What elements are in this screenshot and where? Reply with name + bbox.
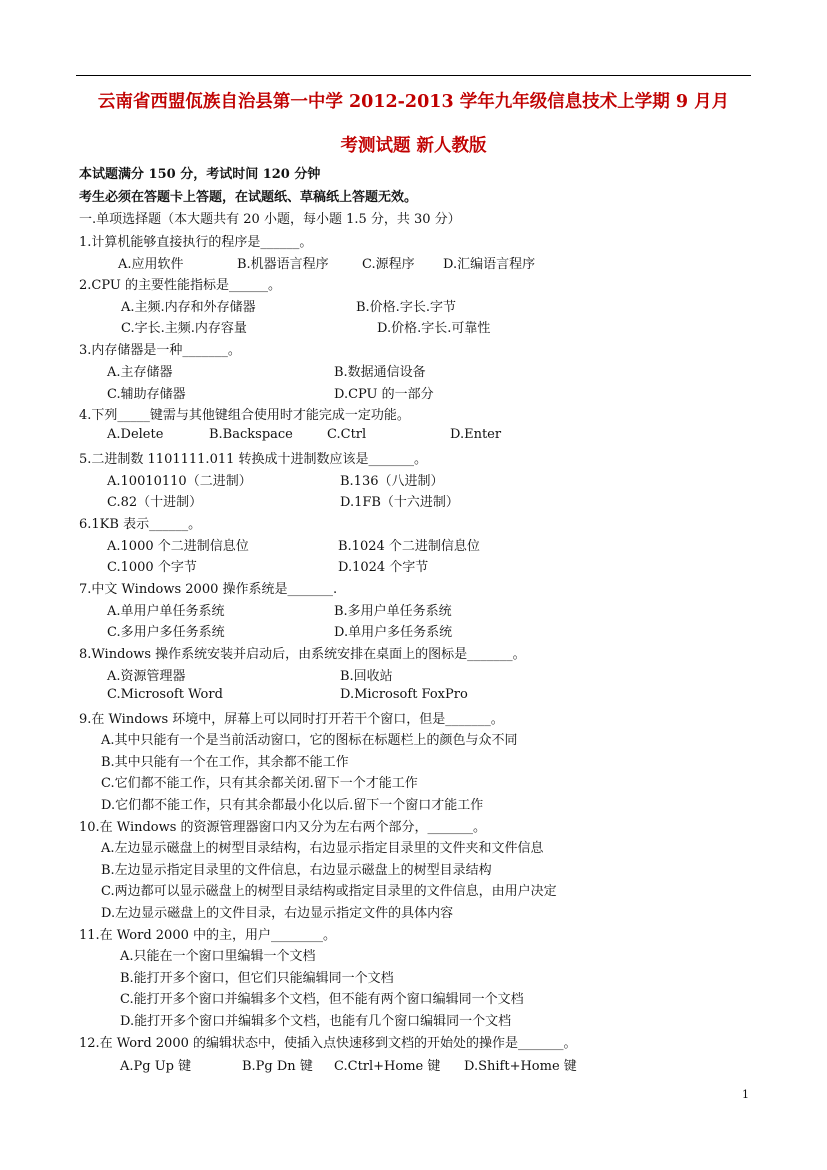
option-11c: C.能打开多个窗口并编辑多个文档，但不能有两个窗口编辑同一个文档 bbox=[120, 992, 524, 1007]
option-1a: A.应用软件 bbox=[118, 257, 184, 272]
section-heading: 一.单项选择题（本大题共有 20 小题，每小题 1.5 分，共 30 分） bbox=[79, 212, 461, 227]
option-7d: D.单用户多任务系统 bbox=[334, 625, 453, 640]
exam-info: 本试题满分 150 分，考试时间 120 分钟 bbox=[79, 167, 321, 182]
option-4a: A.Delete bbox=[107, 427, 164, 442]
option-10d: D.左边显示磁盘上的文件目录，右边显示指定文件的具体内容 bbox=[101, 906, 454, 921]
option-4c: C.Ctrl bbox=[327, 427, 367, 442]
option-2b: B.价格.字长.字节 bbox=[356, 300, 456, 315]
question-6: 6.1KB 表示______。 bbox=[79, 517, 202, 532]
option-8b: B.回收站 bbox=[340, 669, 393, 684]
option-7a: A.单用户单任务系统 bbox=[107, 604, 225, 619]
option-8c: C.Microsoft Word bbox=[107, 687, 223, 702]
question-9: 9.在 Windows 环境中，屏幕上可以同时打开若干个窗口，但是_______。 bbox=[79, 712, 504, 727]
document-title-continued: 考测试题 新人教版 bbox=[340, 136, 487, 156]
option-5c: C.82（十进制） bbox=[107, 495, 203, 510]
question-1: 1.计算机能够直接执行的程序是______。 bbox=[79, 235, 313, 250]
question-8: 8.Windows 操作系统安装并启动后，由系统安排在桌面上的图标是_______。 bbox=[79, 647, 526, 662]
option-11b: B.能打开多个窗口，但它们只能编辑同一个文档 bbox=[120, 971, 394, 986]
option-5a: A.10010110（二进制） bbox=[107, 474, 252, 489]
page-number: 1 bbox=[742, 1088, 749, 1101]
option-2c: C.字长.主频.内存容量 bbox=[121, 321, 247, 336]
option-6b: B.1024 个二进制信息位 bbox=[338, 539, 480, 554]
option-11d: D.能打开多个窗口并编辑多个文档，也能有几个窗口编辑同一个文档 bbox=[120, 1014, 512, 1029]
option-5d: D.1FB（十六进制） bbox=[340, 495, 459, 510]
option-2a: A.主频.内存和外存储器 bbox=[121, 300, 256, 315]
question-2: 2.CPU 的主要性能指标是______。 bbox=[79, 278, 281, 293]
option-10a: A.左边显示磁盘上的树型目录结构，右边显示指定目录里的文件夹和文件信息 bbox=[101, 841, 544, 856]
option-1b: B.机器语言程序 bbox=[237, 257, 329, 272]
option-10b: B.左边显示指定目录里的文件信息，右边显示磁盘上的树型目录结构 bbox=[101, 863, 492, 878]
option-12c: C.Ctrl+Home 键 bbox=[334, 1059, 441, 1074]
question-11: 11.在 Word 2000 中的主，用户________。 bbox=[79, 928, 336, 943]
option-9b: B.其中只能有一个在工作，其余都不能工作 bbox=[101, 755, 349, 770]
option-4d: D.Enter bbox=[450, 427, 502, 442]
option-3d: D.CPU 的一部分 bbox=[334, 387, 434, 402]
option-8a: A.资源管理器 bbox=[107, 669, 186, 684]
option-3b: B.数据通信设备 bbox=[334, 365, 426, 380]
option-1d: D.汇编语言程序 bbox=[443, 257, 536, 272]
question-10: 10.在 Windows 的资源管理器窗口内又分为左右两个部分，_______。 bbox=[79, 820, 487, 835]
option-6d: D.1024 个字节 bbox=[338, 560, 429, 575]
option-9a: A.其中只能有一个是当前活动窗口，它的图标在标题栏上的颜色与众不同 bbox=[101, 733, 518, 748]
document-title: 云南省西盟佤族自治县第一中学 2012-2013 学年九年级信息技术上学期 9 月月 bbox=[97, 92, 730, 112]
option-9c: C.它们都不能工作，只有其余都关闭.留下一个才能工作 bbox=[101, 776, 418, 791]
option-5b: B.136（八进制） bbox=[340, 474, 444, 489]
option-6a: A.1000 个二进制信息位 bbox=[107, 539, 249, 554]
option-3c: C.辅助存储器 bbox=[107, 387, 186, 402]
option-6c: C.1000 个字节 bbox=[107, 560, 197, 575]
question-4: 4.下列_____键需与其他键组合使用时才能完成一定功能。 bbox=[79, 408, 410, 423]
option-2d: D.价格.字长.可靠性 bbox=[377, 321, 491, 336]
option-11a: A.只能在一个窗口里编辑一个文档 bbox=[120, 949, 316, 964]
option-3a: A.主存储器 bbox=[107, 365, 173, 380]
header-rule bbox=[76, 75, 751, 76]
option-7c: C.多用户多任务系统 bbox=[107, 625, 225, 640]
exam-notice: 考生必须在答题卡上答题，在试题纸、草稿纸上答题无效。 bbox=[79, 190, 418, 205]
option-7b: B.多用户单任务系统 bbox=[334, 604, 452, 619]
option-12a: A.Pg Up 键 bbox=[120, 1059, 192, 1074]
option-12b: B.Pg Dn 键 bbox=[242, 1059, 313, 1074]
option-10c: C.两边都可以显示磁盘上的树型目录结构或指定目录里的文件信息，由用户决定 bbox=[101, 884, 557, 899]
question-12: 12.在 Word 2000 的编辑状态中，使插入点快速移到文档的开始处的操作是_______。 bbox=[79, 1036, 577, 1051]
option-1c: C.源程序 bbox=[362, 257, 415, 272]
question-5: 5.二进制数 1101111.011 转换成十进制数应该是_______。 bbox=[79, 452, 428, 467]
question-3: 3.内存储器是一种_______。 bbox=[79, 343, 241, 358]
option-8d: D.Microsoft FoxPro bbox=[340, 687, 468, 702]
option-4b: B.Backspace bbox=[209, 427, 293, 442]
option-9d: D.它们都不能工作，只有其余都最小化以后.留下一个窗口才能工作 bbox=[101, 798, 484, 813]
option-12d: D.Shift+Home 键 bbox=[464, 1059, 577, 1074]
question-7: 7.中文 Windows 2000 操作系统是_______. bbox=[79, 582, 338, 597]
